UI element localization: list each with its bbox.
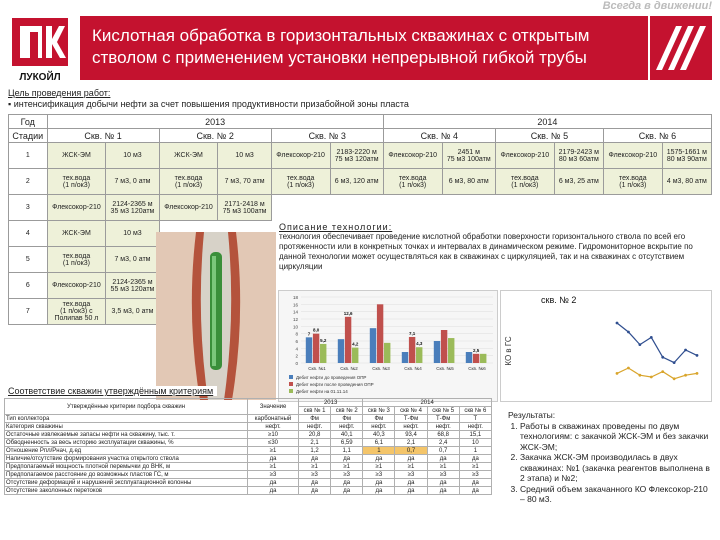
criteria-value: ≥1 (248, 447, 299, 455)
criteria-name: Отношение Pпл/Pнач, д.ед (5, 447, 248, 455)
stage-cell: 2124-2365 м 35 м3 120атм (106, 195, 159, 221)
criteria-value: нефт. (248, 423, 299, 431)
criteria-value: да (363, 455, 395, 463)
legend-swatch (289, 382, 293, 386)
bar-chart (278, 290, 498, 402)
bar (473, 354, 479, 363)
result-item: 2. Закачка ЖСК-ЭМ производилась в двух скважинах: №1 (закачка реагентов выполнена в 2 этапа) и №2; (520, 452, 712, 484)
data-point (684, 349, 687, 352)
stage-cell: 3,5 м3, 0 атм (106, 299, 159, 325)
data-label: 8,0 (312, 327, 320, 333)
criteria-name: Тип коллектора (5, 415, 248, 423)
bar (409, 337, 415, 363)
stage-cell: Флексокор-210 (47, 273, 106, 299)
y-tick-label: 4 (295, 346, 298, 352)
criteria-value: 40,1 (331, 431, 363, 439)
criteria-value: нефт. (363, 423, 395, 431)
bar (466, 352, 472, 363)
criteria-value: ≥10 (248, 431, 299, 439)
title-line-2: стволом с применением установки непрерывной гибкой трубы (92, 48, 587, 67)
bar (402, 352, 408, 363)
criteria-row (5, 471, 492, 479)
criteria-head: Утверждённые критерии подбора скважин (5, 399, 248, 415)
stage-cell: тех.вода (1 п/ок3) (159, 169, 218, 195)
chart-title: скв. № 2 (541, 295, 577, 305)
stage-cell: Флексокор-210 (383, 143, 442, 169)
criteria-value: 2,4 (427, 439, 459, 447)
criteria-value: 1,2 (298, 447, 330, 455)
stage-row (9, 143, 712, 169)
empty-cell (330, 195, 383, 221)
data-point (696, 372, 699, 375)
crit-year-2013: 2013 (298, 399, 362, 407)
criteria-value: да (363, 479, 395, 487)
data-point (638, 374, 641, 377)
criteria-value: карбонатный (248, 415, 299, 423)
lukoil-logo (8, 16, 72, 84)
criteria-value: да (427, 455, 459, 463)
criteria-row (5, 431, 492, 439)
results-block (508, 410, 712, 505)
criteria-value: да (395, 487, 427, 495)
title-line-1: Кислотная обработка в горизонтальных скважинах с открытым (92, 26, 590, 45)
criteria-value: ≥1 (395, 463, 427, 471)
stage-cell: 2451 м 75 м3 100атм (442, 143, 495, 169)
empty-cell (662, 195, 711, 221)
logo-text: ЛУКОЙЛ (19, 72, 61, 83)
criteria-value: ≥3 (363, 471, 395, 479)
criteria-value: да (331, 487, 363, 495)
stage-number: 1 (9, 143, 48, 169)
stage-cell: Флексокор-210 (495, 143, 554, 169)
y-tick-label: 14 (292, 309, 298, 315)
criteria-value: Фм (298, 415, 330, 423)
stages-label: Стадии (9, 129, 48, 143)
bar (352, 348, 358, 363)
goal-title: Цель проведения работ: (8, 88, 111, 98)
criteria-value: 20,8 (298, 431, 330, 439)
stage-cell: 10 м3 (106, 143, 159, 169)
criteria-row (5, 415, 492, 423)
criteria-name: Наличие/отсутствие формирования участка открытого ствола (5, 455, 248, 463)
stage-cell: 7 м3, 0 атм (106, 247, 159, 273)
empty-cell (383, 195, 442, 221)
criteria-value: ≥3 (459, 471, 491, 479)
series-line (617, 368, 697, 379)
stage-number: 2 (9, 169, 48, 195)
criteria-value: да (427, 487, 459, 495)
criteria-value: да (298, 479, 330, 487)
bar (416, 347, 422, 363)
year-2014: 2014 (383, 115, 711, 129)
data-point (616, 322, 619, 325)
data-point (616, 372, 619, 375)
year-2013: 2013 (47, 115, 383, 129)
well-photo (156, 232, 276, 400)
legend-swatch (289, 375, 293, 379)
criteria-value: 68,8 (427, 431, 459, 439)
data-label: 7 (307, 331, 311, 337)
criteria-value: 10 (459, 439, 491, 447)
data-point (673, 377, 676, 380)
stage-cell: ЖСК-ЭМ (47, 221, 106, 247)
criteria-value: ≤30 (248, 439, 299, 447)
crit-well-head: скв № 3 (363, 407, 395, 415)
stage-cell: Флексокор-210 (47, 195, 106, 221)
criteria-row (5, 439, 492, 447)
technology-description (276, 220, 712, 290)
criteria-value: да (298, 455, 330, 463)
stage-cell: 1575-1661 м 80 м3 90атм (662, 143, 711, 169)
criteria-row (5, 447, 492, 455)
criteria-value: Фм (331, 415, 363, 423)
value-head: Значение (248, 399, 299, 415)
criteria-value: Т (459, 415, 491, 423)
stage-cell: Флексокор-210 (603, 143, 662, 169)
legend-swatch (289, 389, 293, 393)
legend-label: Дебит нефти на 01.11.14 (296, 389, 348, 394)
criteria-value: ≥1 (459, 463, 491, 471)
criteria-value: 15,1 (459, 431, 491, 439)
criteria-value: 6,59 (331, 439, 363, 447)
year-label: Год (9, 115, 48, 129)
criteria-value: 0,7 (395, 447, 427, 455)
criteria-value: 1,1 (331, 447, 363, 455)
x-tick-label: Скв. №5 (436, 366, 454, 371)
criteria-value: да (363, 487, 395, 495)
brand-stripes-icon (650, 16, 712, 80)
criteria-value: ≥3 (331, 471, 363, 479)
criteria-value: Т-Фм (427, 415, 459, 423)
empty-cell (442, 195, 495, 221)
bar (370, 328, 376, 363)
stage-cell: 2171-2418 м 75 м3 100атм (218, 195, 271, 221)
data-point (650, 336, 653, 339)
empty-cell (271, 195, 330, 221)
bar (306, 337, 312, 363)
criteria-value: да (248, 479, 299, 487)
description-title: Описание технологии: (279, 222, 393, 232)
stage-cell: 10 м3 (106, 221, 159, 247)
criteria-value: нефт. (331, 423, 363, 431)
stage-cell: 2124-2365 м 55 м3 120атм (106, 273, 159, 299)
criteria-value: ≥1 (248, 463, 299, 471)
criteria-value: 1 (363, 447, 395, 455)
criteria-value: нефт. (298, 423, 330, 431)
criteria-value: да (248, 487, 299, 495)
criteria-value: да (459, 487, 491, 495)
stage-cell: 2179-2423 м 80 м3 60атм (554, 143, 603, 169)
criteria-name: Предполагаемый мощность плотной перемычки до ВНК, м (5, 463, 248, 471)
x-tick-label: Скв. №6 (468, 366, 486, 371)
well-header: Скв. № 6 (603, 129, 711, 143)
criteria-row (5, 487, 492, 495)
series-line (617, 323, 697, 363)
criteria-value: да (298, 487, 330, 495)
stage-cell: ЖСК-ЭМ (159, 143, 218, 169)
empty-cell (554, 195, 603, 221)
criteria-value: 40,3 (363, 431, 395, 439)
stage-number: 3 (9, 195, 48, 221)
data-label: 2,5 (472, 347, 480, 353)
stage-row (9, 169, 712, 195)
criteria-value: ≥3 (395, 471, 427, 479)
legend-label: Дебит нефти до проведения ОПР (296, 375, 367, 380)
data-label: 7,1 (408, 330, 416, 336)
stage-cell: 7 м3, 70 атм (218, 169, 271, 195)
stage-cell: 6 м3, 120 атм (330, 169, 383, 195)
bar (480, 354, 486, 363)
bar (441, 330, 447, 363)
goal-block (8, 88, 708, 110)
stage-cell: 7 м3, 0 атм (106, 169, 159, 195)
stage-cell: Флексокор-210 (159, 195, 218, 221)
data-point (661, 370, 664, 373)
stage-cell: тех.вода (1 п/ок3) (383, 169, 442, 195)
stage-cell: Флексокор-210 (271, 143, 330, 169)
criteria-value: ≥3 (248, 471, 299, 479)
well-header: Скв. № 1 (47, 129, 159, 143)
data-point (627, 331, 630, 334)
stage-row (9, 195, 712, 221)
data-point (696, 354, 699, 357)
y-tick-label: 16 (292, 302, 298, 308)
criteria-value: ≥3 (427, 471, 459, 479)
stage-cell: тех.вода (1 п/ок3) (603, 169, 662, 195)
stage-cell: 4 м3, 80 атм (662, 169, 711, 195)
stage-cell: ЖСК-ЭМ (47, 143, 106, 169)
criteria-row (5, 455, 492, 463)
bar (320, 344, 326, 363)
bar (377, 304, 383, 363)
bar (448, 338, 454, 363)
x-tick-label: Скв. №1 (308, 366, 326, 371)
well-header: Скв. № 4 (383, 129, 495, 143)
stage-cell: 2183-2220 м 75 м3 120атм (330, 143, 383, 169)
stage-cell: 6 м3, 25 атм (554, 169, 603, 195)
criteria-name: Отсутствие заколонных перетоков (5, 487, 248, 495)
data-point (638, 343, 641, 346)
criteria-value: 6,1 (363, 439, 395, 447)
criteria-value: ≥1 (363, 463, 395, 471)
criteria-title: Соответствие скважин утверждённым критериям (8, 386, 217, 396)
bar (338, 339, 344, 363)
criteria-name: Отсутствие деформаций и нарушений эксплуатационной колонны (5, 479, 248, 487)
result-item: 1. Работы в скважинах проведены по двум технологиям: с закачкой ЖСК-ЭМ и без закачки ЖСК-ЭМ; (520, 421, 712, 453)
stage-number: 4 (9, 221, 48, 247)
line-chart (500, 290, 712, 402)
y-tick-label: 18 (292, 295, 298, 300)
goal-text: ▪ интенсификация добычи нефти за счет повышения продуктивности призабойной зоны пласта (8, 99, 409, 109)
results-title: Результаты: (508, 410, 556, 420)
criteria-value: да (248, 455, 299, 463)
criteria-value: 2,1 (395, 439, 427, 447)
description-text: технология обеспечивает проведение кислотной обработки поверхности горизонтального ствола по всей его протяженности или в конкретных точках и интервалах в динамическом режиме. Гидромониторное вскрытие по данной технологии может осуществляться как в скважинах с циркуляцией, так и на скважинах с отсутствием циркуляции (279, 232, 693, 271)
bar (384, 343, 390, 363)
bar (313, 334, 319, 363)
data-point (627, 367, 630, 370)
criteria-value: Фм (363, 415, 395, 423)
empty-cell (603, 195, 662, 221)
criteria-value: ≥3 (298, 471, 330, 479)
criteria-value: ≥1 (427, 463, 459, 471)
legend-label: Дебит нефти после проведения ОПР (296, 382, 374, 387)
y-tick-label: 2 (295, 353, 298, 359)
result-item: 3. Средний объем закачанного КО Флексокор-210 – 80 м3. (520, 484, 712, 505)
criteria-value: да (395, 455, 427, 463)
data-point (650, 376, 653, 379)
crit-well-head: скв № 5 (427, 407, 459, 415)
data-label: 12,6 (343, 310, 353, 316)
criteria-row (5, 463, 492, 471)
criteria-name: Обводненность за весь историю эксплуатации скважины, % (5, 439, 248, 447)
criteria-value: да (331, 479, 363, 487)
well-header: Скв. № 3 (271, 129, 383, 143)
well-header: Скв. № 5 (495, 129, 603, 143)
data-point (661, 356, 664, 359)
data-label: 5,2 (320, 337, 327, 343)
stage-number: 7 (9, 299, 48, 325)
data-point (673, 361, 676, 364)
criteria-name: Остаточные извлекаемые запасы нефти на скважину, тыс. т. (5, 431, 248, 439)
stage-cell: 6 м3, 80 атм (442, 169, 495, 195)
stage-cell: тех.вода (1 п/ок3) (271, 169, 330, 195)
criteria-name: Предполагаемое расстояние до возможных пластов ГС, м (5, 471, 248, 479)
x-tick-label: Скв. №2 (340, 366, 358, 371)
criteria-row (5, 479, 492, 487)
data-label: 4,3 (416, 341, 423, 347)
stage-cell: тех.вода (1 п/ок3) (47, 169, 106, 195)
y-tick-label: 8 (295, 331, 298, 337)
criteria-value: ≥1 (298, 463, 330, 471)
stage-cell: тех.вода (1 п/ок3) с Полипав 50 л (47, 299, 106, 325)
criteria-value: нефт. (395, 423, 427, 431)
x-tick-label: Скв. №3 (372, 366, 390, 371)
stage-cell: 10 м3 (218, 143, 271, 169)
y-tick-label: 6 (295, 339, 298, 344)
criteria-value: да (427, 479, 459, 487)
criteria-value: 0,7 (427, 447, 459, 455)
stage-number: 5 (9, 247, 48, 273)
bar (345, 317, 351, 363)
criteria-value: ≥1 (331, 463, 363, 471)
crit-year-2014: 2014 (363, 399, 492, 407)
criteria-name: Категория скважины (5, 423, 248, 431)
bar (434, 341, 440, 363)
criteria-value: да (395, 479, 427, 487)
crit-well-head: скв № 1 (298, 407, 330, 415)
well-header: Скв. № 2 (159, 129, 271, 143)
crit-well-head: скв № 2 (331, 407, 363, 415)
stage-cell: тех.вода (1 п/ок3) (47, 247, 106, 273)
slogan: Всегда в движении! (602, 0, 712, 12)
criteria-value: нефт. (427, 423, 459, 431)
stage-cell: тех.вода (1 п/ок3) (495, 169, 554, 195)
criteria-value: 93,4 (395, 431, 427, 439)
y-tick-label: 12 (292, 317, 298, 322)
crit-well-head: скв № 6 (459, 407, 491, 415)
x-tick-label: Скв. №4 (404, 366, 422, 371)
y-tick-label: 0 (295, 361, 298, 366)
criteria-value: Т-Фм (395, 415, 427, 423)
y-axis-label: КО в ГС (504, 336, 513, 366)
data-point (684, 374, 687, 377)
criteria-value: нефт. (459, 423, 491, 431)
crit-well-head: скв № 4 (395, 407, 427, 415)
data-label: 4,2 (352, 341, 359, 347)
y-tick-label: 10 (292, 324, 298, 330)
criteria-value: да (331, 455, 363, 463)
criteria-row (5, 423, 492, 431)
empty-cell (495, 195, 554, 221)
criteria-value: 1 (459, 447, 491, 455)
criteria-value: да (459, 479, 491, 487)
criteria-table (4, 398, 492, 495)
stage-number: 6 (9, 273, 48, 299)
criteria-value: 2,1 (298, 439, 330, 447)
slide-title (80, 16, 648, 80)
criteria-value: да (459, 455, 491, 463)
